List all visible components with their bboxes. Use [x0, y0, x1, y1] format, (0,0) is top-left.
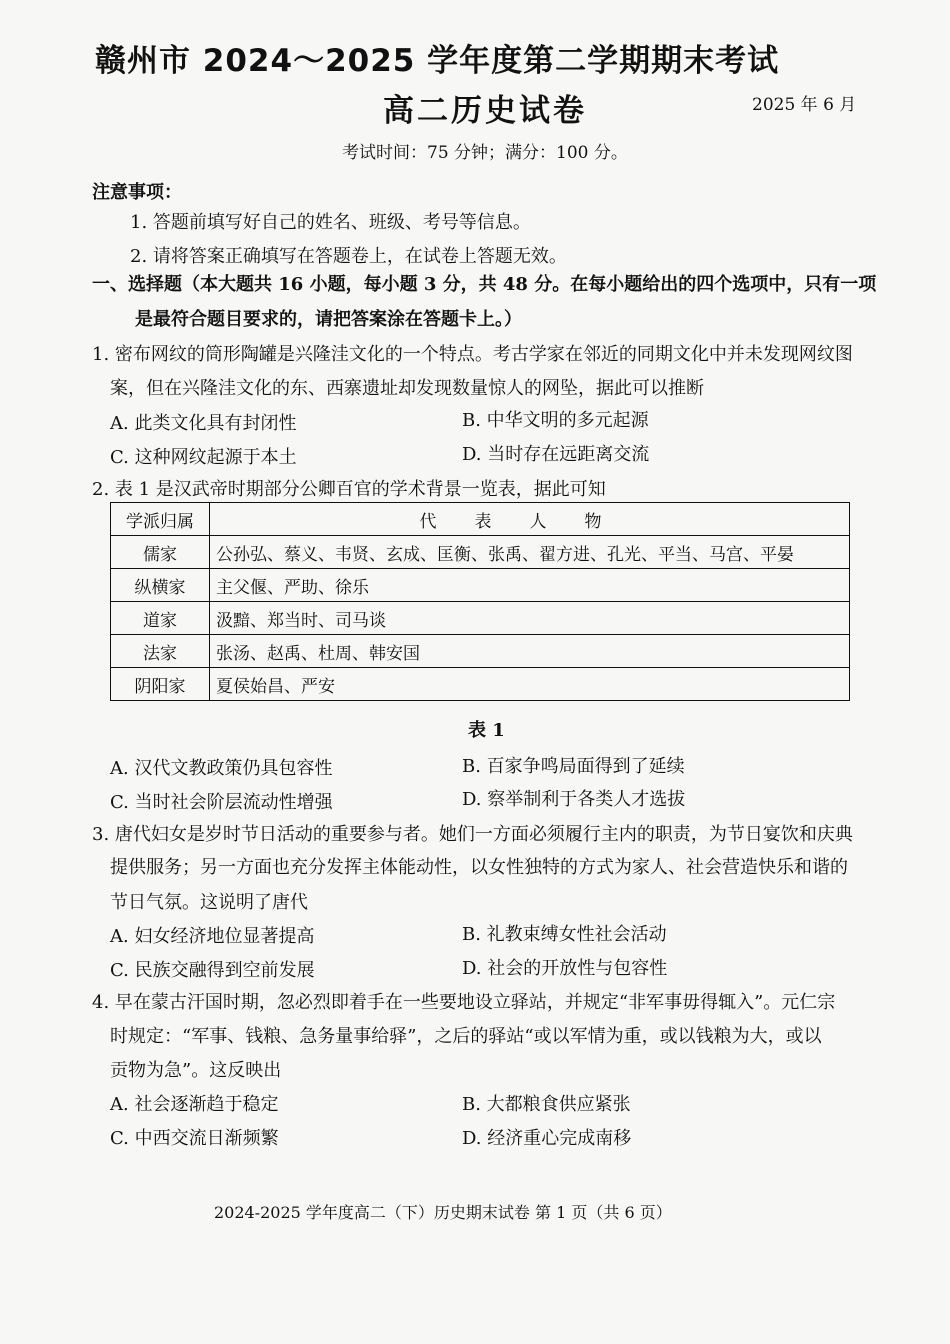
- option-a: A. 妇女经济地位显著提高: [110, 926, 315, 947]
- question-text: 4. 早在蒙古汗国时期，忽必烈即着手在一些要地设立驿站，并规定“非军事毋得辄入”。元仁宗: [92, 992, 836, 1013]
- option-b: B. 中华文明的多元起源: [462, 410, 649, 431]
- option-b: B. 大都粮食供应紧张: [462, 1094, 631, 1115]
- table-header-cell: 代表人物: [210, 503, 850, 536]
- option-b: B. 百家争鸣局面得到了延续: [462, 756, 685, 777]
- table-1: [110, 502, 850, 701]
- option-d: D. 经济重心完成南移: [462, 1128, 632, 1149]
- option-a: A. 社会逐渐趋于稳定: [110, 1094, 279, 1115]
- option-c: C. 当时社会阶层流动性增强: [110, 792, 333, 813]
- question-text: 3. 唐代妇女是岁时节日活动的重要参与者。她们一方面必须履行主内的职责，为节日宴饮和庆典: [92, 824, 853, 845]
- figures-cell: 夏侯始昌、严安: [210, 668, 850, 701]
- question-text: 节日气氛。这说明了唐代: [110, 892, 308, 913]
- option-c: C. 民族交融得到空前发展: [110, 960, 315, 981]
- notice-item: 1. 答题前填写好自己的姓名、班级、考号等信息。: [130, 212, 531, 233]
- school-cell: 纵横家: [111, 569, 210, 602]
- option-d: D. 察举制利于各类人才选拔: [462, 789, 686, 810]
- figures-cell: 公孙弘、蔡义、韦贤、玄成、匡衡、张禹、翟方进、孔光、平当、马宫、平晏: [210, 536, 850, 569]
- figures-cell: 汲黯、郑当时、司马谈: [210, 602, 850, 635]
- option-d: D. 社会的开放性与包容性: [462, 958, 668, 979]
- table-row: [111, 536, 850, 569]
- section-heading: 是最符合题目要求的，请把答案涂在答题卡上。）: [135, 309, 522, 330]
- table-header-cell: 学派归属: [111, 503, 210, 536]
- figures-cell: 主父偃、严助、徐乐: [210, 569, 850, 602]
- school-cell: 儒家: [111, 536, 210, 569]
- question-text: 1. 密布网纹的筒形陶罐是兴隆洼文化的一个特点。考古学家在邻近的同期文化中并未发现网纹图: [92, 344, 853, 365]
- notice-heading: 注意事项：: [92, 182, 182, 203]
- question-text: 2. 表 1 是汉武帝时期部分公卿百官的学术背景一览表，据此可知: [92, 479, 606, 500]
- notice-item: 2. 请将答案正确填写在答题卷上，在试卷上答题无效。: [130, 246, 567, 267]
- table-row: [111, 569, 850, 602]
- page-footer: 2024-2025 学年度高二（下）历史期末试卷 第 1 页（共 6 页）: [214, 1203, 672, 1222]
- school-cell: 阴阳家: [111, 668, 210, 701]
- question-text: 时规定：“军事、钱粮、急务量事给驿”，之后的驿站“或以军情为重，或以钱粮为大，或以: [110, 1026, 822, 1047]
- exam-title: 赣州市 2024～2025 学年度第二学期期末考试: [95, 43, 780, 79]
- option-a: A. 汉代文教政策仍具包容性: [110, 758, 333, 779]
- exam-date: 2025 年 6 月: [752, 95, 857, 115]
- option-b: B. 礼教束缚女性社会活动: [462, 924, 667, 945]
- school-cell: 法家: [111, 635, 210, 668]
- question-text: 提供服务；另一方面也充分发挥主体能动性，以女性独特的方式为家人、社会营造快乐和谐的: [110, 857, 848, 878]
- table-row: [111, 602, 850, 635]
- section-heading: 一、选择题（本大题共 16 小题，每小题 3 分，共 48 分。在每小题给出的四个选项中，只有一项: [92, 274, 877, 295]
- figures-cell: 张汤、赵禹、杜周、韩安国: [210, 635, 850, 668]
- school-cell: 道家: [111, 602, 210, 635]
- table-header-row: [111, 503, 850, 536]
- question-text: 贡物为急”。这反映出: [110, 1060, 282, 1081]
- table-row: [111, 668, 850, 701]
- exam-subtitle: 高二历史试卷: [383, 93, 587, 129]
- option-a: A. 此类文化具有封闭性: [110, 413, 297, 434]
- table-row: [111, 635, 850, 668]
- table-caption: 表 1: [468, 720, 505, 741]
- exam-info: 考试时间：75 分钟；满分：100 分。: [342, 143, 628, 163]
- option-d: D. 当时存在远距离交流: [462, 444, 650, 465]
- question-text: 案，但在兴隆洼文化的东、西寨遗址却发现数量惊人的网坠，据此可以推断: [110, 378, 704, 399]
- option-c: C. 中西交流日渐频繁: [110, 1128, 279, 1149]
- option-c: C. 这种网纹起源于本土: [110, 447, 297, 468]
